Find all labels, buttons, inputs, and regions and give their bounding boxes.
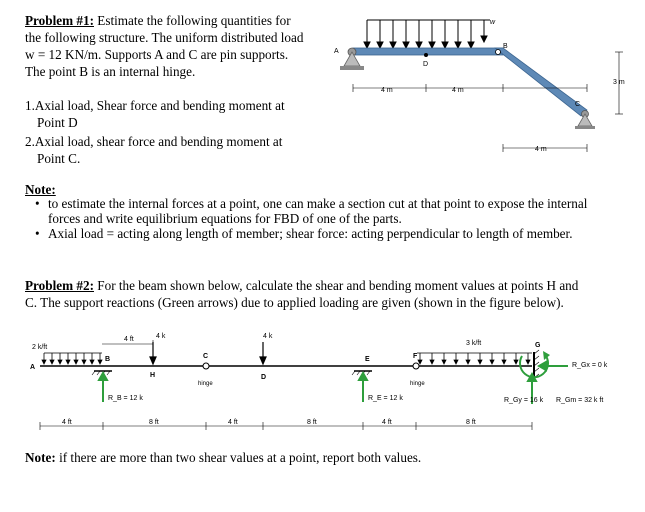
p2-label-B: B xyxy=(105,356,111,363)
problem1-text-1: Estimate the following quantities for xyxy=(97,13,291,28)
note-heading: Note: xyxy=(25,182,56,197)
hinge-F xyxy=(413,363,419,369)
hinge-B xyxy=(496,50,501,55)
force-arrow-D xyxy=(260,342,266,364)
dim-bottom-4: 8 ft xyxy=(307,419,317,426)
problem2-heading: Problem #2: xyxy=(25,278,94,293)
p2-label-E: E xyxy=(365,356,370,363)
load-left-label: 2 k/ft xyxy=(32,344,48,351)
problem2-text-2: C. The support reactions (Green arrows) due to applied loading are given (shown in the figure below). xyxy=(25,295,564,310)
dim-4m-left: 4 m xyxy=(381,87,393,94)
dim-bottom-5: 4 ft xyxy=(382,419,392,426)
load-left-arrows xyxy=(42,353,102,364)
label-C: C xyxy=(575,101,581,108)
reaction-Gx-label: R_Gx = 0 k xyxy=(572,362,608,369)
dim-4m-bottom: 4 m xyxy=(535,146,547,153)
dim-bottom-lines xyxy=(40,422,532,430)
p2-label-A: A xyxy=(30,364,36,371)
note-bullet-1-line2: forces and write equilibrium equations for FBD of one of the parts. xyxy=(48,211,402,226)
dim-bottom-3: 4 ft xyxy=(228,419,238,426)
reaction-E-label: R_E = 12 k xyxy=(368,395,403,402)
dim-4m-right: 4 m xyxy=(452,87,464,94)
note-body xyxy=(30,196,587,241)
note-bullet-2: • Axial load = acting along length of member; shear force: acting perpendicular to length of member. xyxy=(30,226,587,241)
p2-label-C: C xyxy=(203,353,209,360)
dim-4ft-top: 4 ft xyxy=(124,336,134,343)
reaction-B-label: R_B = 12 k xyxy=(108,395,143,402)
note-bullet-1-line1: to estimate the internal forces at a point, one can make a section cut at that point to expose the internal xyxy=(48,196,588,211)
problem1-item-1b: Point D xyxy=(37,115,78,130)
dim-bottom-1: 4 ft xyxy=(62,419,72,426)
p2-label-H: H xyxy=(150,372,156,379)
hinge-label-1: hinge xyxy=(198,381,213,387)
final-note xyxy=(25,450,421,467)
problem1-item-2: 2.Axial load, shear force and bending moment at xyxy=(25,134,283,149)
problem2-figure xyxy=(20,322,640,432)
problem1-item-2b: Point C. xyxy=(37,151,81,166)
reaction-arrow-E xyxy=(359,373,367,402)
member-AB xyxy=(353,48,503,55)
point-D xyxy=(424,53,428,57)
problem1-text-2: the following structure. The uniform distributed load xyxy=(25,30,304,45)
reaction-arrow-B xyxy=(99,373,107,402)
problem1-heading: Problem #1: xyxy=(25,13,94,28)
final-note-text: if there are more than two shear values at a point, report both values. xyxy=(59,450,422,465)
note-bullet-1 xyxy=(30,196,587,226)
hinge-label-2: hinge xyxy=(410,381,425,387)
dim-3m: 3 m xyxy=(613,79,625,86)
reaction-arrow-Gx xyxy=(539,362,568,370)
problem2-text-1: For the beam shown below, calculate the shear and bending moment values at points H and xyxy=(97,278,579,293)
hinge-C xyxy=(203,363,209,369)
label-w: w xyxy=(490,19,496,26)
problem1-line1 xyxy=(25,13,291,30)
problem1-text-3: w = 12 KN/m. Supports A and C are pin supports. xyxy=(25,47,289,62)
force-4k-2: 4 k xyxy=(263,333,273,340)
p2-label-F: F xyxy=(413,353,418,360)
p2-label-D: D xyxy=(261,374,267,381)
reaction-Gy-label: R_Gy = 16 k xyxy=(504,397,544,404)
label-A: A xyxy=(334,48,339,55)
problem2-line1 xyxy=(25,278,578,295)
problem1-text-4: The point B is an internal hinge. xyxy=(25,64,196,79)
label-D: D xyxy=(423,61,429,68)
label-B: B xyxy=(503,43,508,50)
load-right-arrows xyxy=(417,353,532,364)
member-BC xyxy=(495,48,587,116)
problem1-item-1: 1.Axial load, Shear force and bending moment at xyxy=(25,98,285,113)
force-4k-1: 4 k xyxy=(156,333,166,340)
note-list xyxy=(30,196,587,241)
dim-bottom-6: 8 ft xyxy=(466,419,476,426)
problem1-figure xyxy=(325,0,640,180)
load-arrow-set xyxy=(364,20,487,48)
distributed-load-arrows xyxy=(364,20,490,48)
dim-bottom-2: 8 ft xyxy=(149,419,159,426)
p2-label-G: G xyxy=(535,342,541,349)
reaction-Gm-label: R_Gm = 32 k ft xyxy=(556,397,604,404)
force-arrow-H xyxy=(150,342,156,364)
final-note-heading: Note: xyxy=(25,450,56,465)
load-right-label: 3 k/ft xyxy=(466,340,482,347)
